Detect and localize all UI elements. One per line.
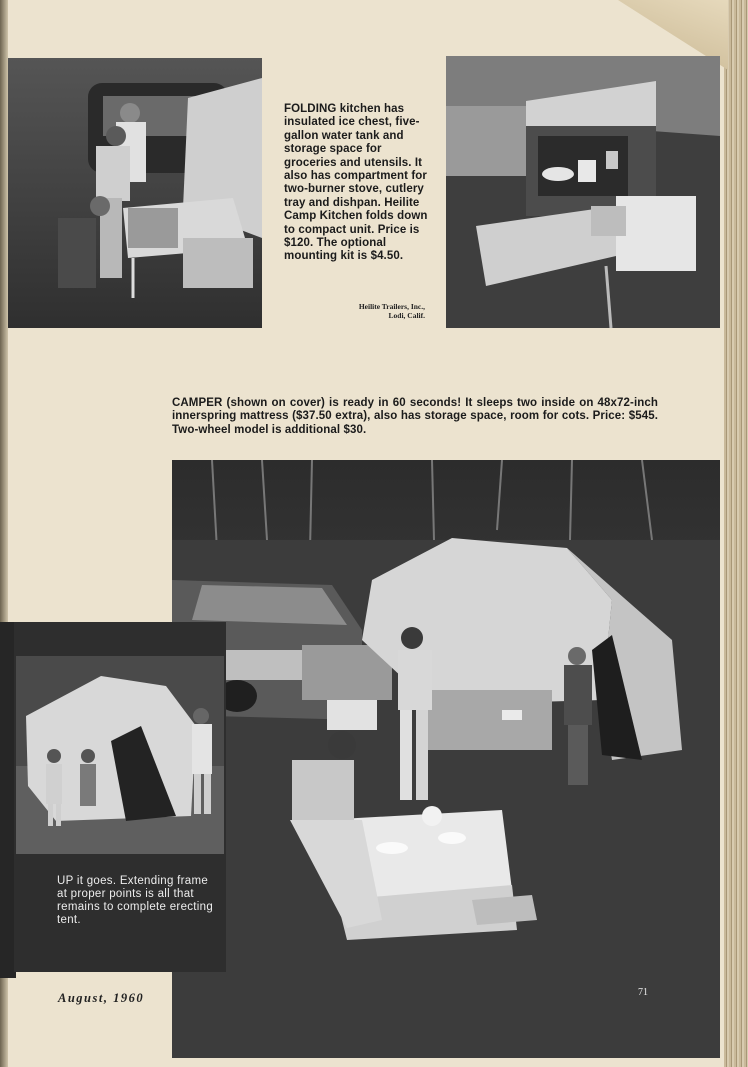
issue-date: August, 1960: [58, 991, 145, 1005]
photo-open-kitchen-unit: [446, 56, 720, 328]
photo-family-folding-kitchen: [8, 58, 262, 328]
photo-credit: [300, 302, 425, 320]
camper-caption: CAMPER (shown on cover) is ready in 60 seconds! It sleeps two inside on 48x72-inch innerspring mattress ($37.50 extra), also has storage space, room for cots. Price: $545. Two-wheel model is additional $30.: [172, 397, 658, 436]
page-edges: [724, 0, 748, 1067]
photo-camper-trailer-picnic: [172, 460, 720, 1058]
credit-company: Heilite Trailers, Inc.,: [358, 302, 425, 311]
credit-location: Lodi, Calif.: [388, 311, 425, 320]
caption-lead: FOLDING: [284, 103, 337, 115]
photo-erecting-tent: [16, 656, 224, 854]
caption-body: kitchen has insulated ice chest, five-gallon water tank and storage space for groceries and utensils. It also has compartment for two-burner stove, cutlery tray and dishpan. Heilite Camp Kitchen folds down to compact unit. Price is $120. The optional mounting kit is $4.50.: [284, 103, 428, 263]
folding-kitchen-caption: [284, 103, 434, 264]
page-number: 71: [638, 987, 648, 998]
up-goes-caption: UP it goes. Extending frame at proper points is all that remains to complete erecting tent.: [57, 875, 214, 926]
